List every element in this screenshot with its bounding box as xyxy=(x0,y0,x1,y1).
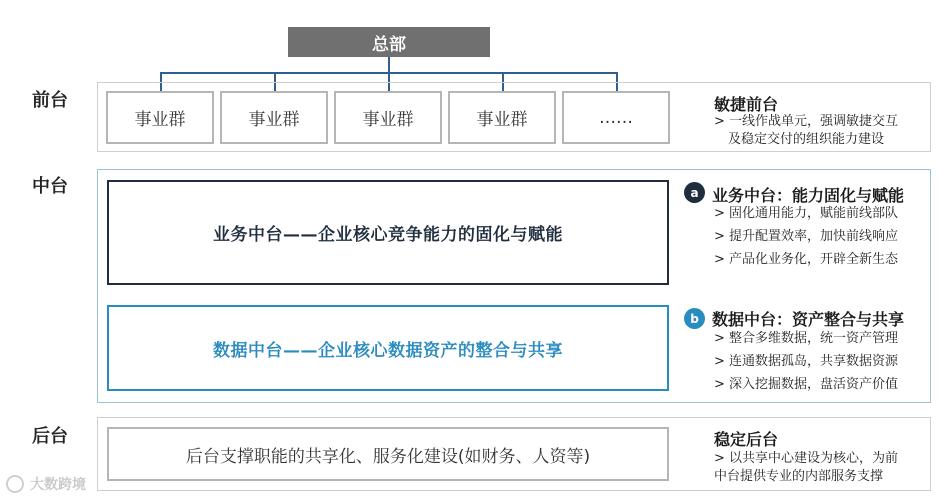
connector-trunk xyxy=(388,57,390,73)
business-group-box: 事业群 xyxy=(220,91,328,144)
badge-a-icon: a xyxy=(684,182,705,203)
front-side-list xyxy=(714,113,898,149)
layer-label-back: 后台 xyxy=(32,426,68,447)
back-side-line: > 以共享中心建设为核心，为前 xyxy=(714,451,899,466)
front-side-title: 敏捷前台 xyxy=(714,95,779,114)
data-point: > 连通数据孤岛，共享数据资源 xyxy=(714,354,899,369)
data-middle-box: 数据中台——企业核心数据资产的整合与共享 xyxy=(107,305,669,391)
business-group-box: 事业群 xyxy=(448,91,556,144)
back-side-list xyxy=(714,450,898,486)
business-group-box: 事业群 xyxy=(106,91,214,144)
business-point: > 固化通用能力，赋能前线部队 xyxy=(714,206,899,221)
business-point: > 提升配置效率，加快前线响应 xyxy=(714,229,899,244)
more-groups-box: …… xyxy=(562,91,670,144)
watermark-text: 大数跨境 xyxy=(30,477,86,493)
badge-b-icon: b xyxy=(684,308,705,329)
watermark xyxy=(6,474,86,494)
headquarters-box: 总部 xyxy=(288,27,490,57)
business-point: > 产品化业务化，开辟全新生态 xyxy=(714,252,899,267)
data-side-title: 数据中台：资产整合与共享 xyxy=(712,310,905,329)
front-side-line: > 一线作战单元，强调敏捷交互 xyxy=(714,114,899,129)
back-office-box: 后台支撑职能的共享化、服务化建设(如财务、人资等) xyxy=(107,427,669,481)
layer-label-middle: 中台 xyxy=(32,176,68,197)
back-side-title: 稳定后台 xyxy=(714,430,779,449)
layer-label-front: 前台 xyxy=(32,90,68,111)
back-side-line: 中台提供专业的内部服务支撑 xyxy=(714,469,884,484)
data-point: > 深入挖掘数据，盘活资产价值 xyxy=(714,377,899,392)
data-point: > 整合多维数据，统一资产管理 xyxy=(714,331,899,346)
front-side-line: 及稳定交付的组织能力建设 xyxy=(728,132,885,147)
business-side-list xyxy=(714,205,898,269)
watermark-logo-icon xyxy=(6,475,24,493)
data-side-list xyxy=(714,330,898,394)
business-middle-box: 业务中台——企业核心竞争能力的固化与赋能 xyxy=(107,180,669,285)
business-group-box: 事业群 xyxy=(334,91,442,144)
business-side-title: 业务中台：能力固化与赋能 xyxy=(712,186,905,205)
